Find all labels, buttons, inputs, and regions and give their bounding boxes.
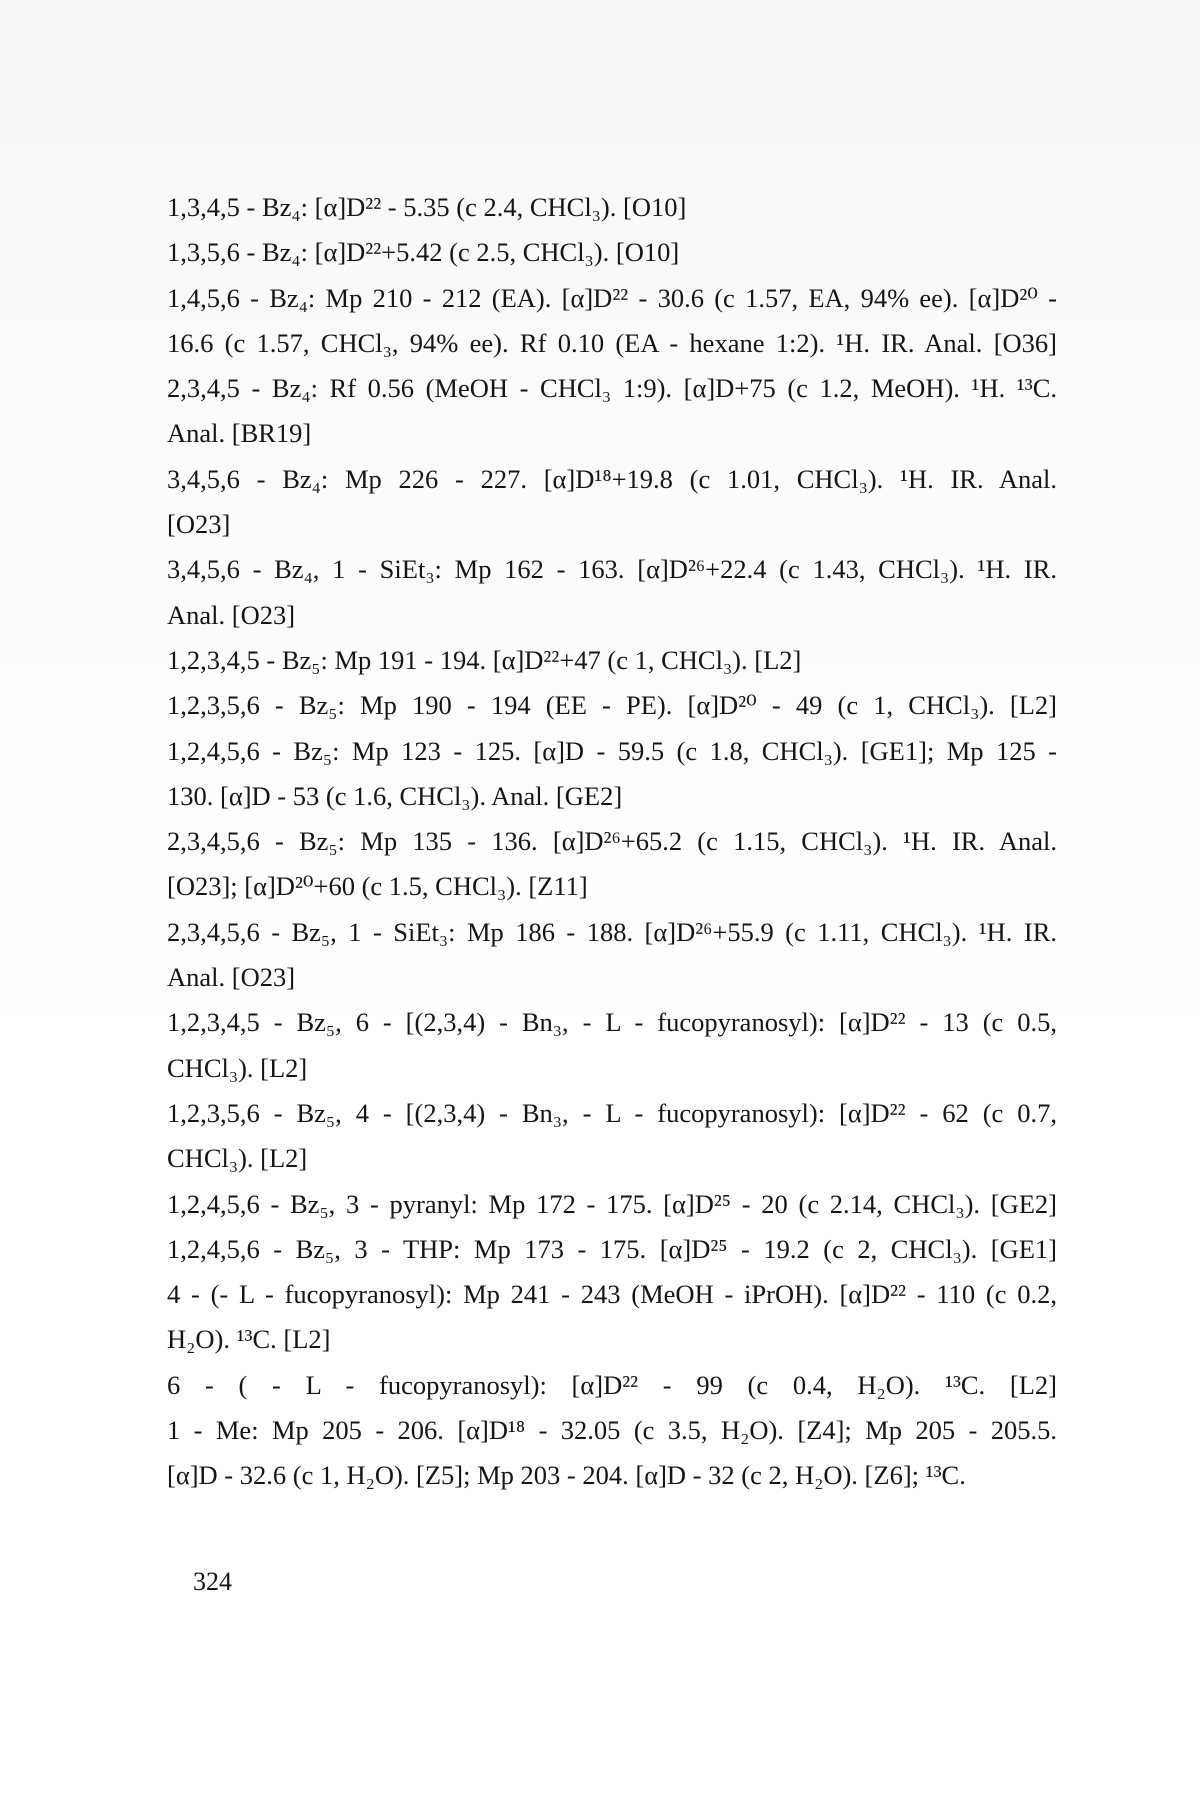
text-line: CHCl₃). [L2] xyxy=(167,1143,308,1174)
text-line: 1,3,4,5 - Bz₄: [α]D²² - 5.35 (c 2.4, CHCl₃). [O10] xyxy=(167,192,687,222)
text-line: 1,2,3,5,6 - Bz₅: Mp 190 - 194 (EE - PE). [α]D²⁰ - 49 (c 1, CHCl₃). [L2] xyxy=(167,690,1057,721)
text-line: 2,3,4,5 - Bz₄: Rf 0.56 (MeOH - CHCl₃ 1:9). [α]D+75 (c 1.2, MeOH). ¹H. ¹³C. xyxy=(167,373,1057,404)
text-line: CHCl₃). [L2] xyxy=(167,1052,308,1083)
text-line: [O23] xyxy=(167,509,231,540)
text-line: 1,2,3,4,5 - Bz₅, 6 - [(2,3,4) - Bn₃, - L - fucopyranosyl): [α]D²² - 13 (c 0.5, xyxy=(167,1007,1057,1038)
text-line: 1,2,4,5,6 - Bz₅: Mp 123 - 125. [α]D - 59.5 (c 1.8, CHCl₃). [GE1]; Mp 125 - xyxy=(167,735,1057,766)
text-line: [O23]; [α]D²⁰+60 (c 1.5, CHCl₃). [Z11] xyxy=(167,871,588,902)
text-line: 3,4,5,6 - Bz₄: Mp 226 - 227. [α]D¹⁸+19.8 (c 1.01, CHCl₃). ¹H. IR. Anal. xyxy=(167,463,1057,494)
text-line: 1,3,5,6 - Bz₄: [α]D²²+5.42 (c 2.5, CHCl₃). [O10] xyxy=(167,237,680,268)
text-line: H₂O). ¹³C. [L2] xyxy=(167,1324,331,1355)
text-line: 1 - Me: Mp 205 - 206. [α]D¹⁸ - 32.05 (c 3.5, H₂O). [Z4]; Mp 205 - 205.5. xyxy=(167,1415,1057,1446)
text-line: 1,2,4,5,6 - Bz₅, 3 - pyranyl: Mp 172 - 175. [α]D²⁵ - 20 (c 2.14, CHCl₃). [GE2] xyxy=(167,1188,1057,1219)
text-line: 3,4,5,6 - Bz₄, 1 - SiEt₃: Mp 162 - 163. [α]D²⁶+22.4 (c 1.43, CHCl₃). ¹H. IR. xyxy=(167,554,1057,585)
text-line: 4 - (- L - fucopyranosyl): Mp 241 - 243 (MeOH - iPrOH). [α]D²² - 110 (c 0.2, xyxy=(167,1279,1057,1310)
text-line: 1,4,5,6 - Bz₄: Mp 210 - 212 (EA). [α]D²² - 30.6 (c 1.57, EA, 94% ee). [α]D²⁰ - xyxy=(167,282,1057,313)
text-line: Anal. [BR19] xyxy=(167,418,312,449)
text-line: 2,3,4,5,6 - Bz₅, 1 - SiEt₃: Mp 186 - 188. [α]D²⁶+55.9 (c 1.11, CHCl₃). ¹H. IR. xyxy=(167,916,1057,947)
text-line: 6 - ( - L - fucopyranosyl): [α]D²² - 99 (c 0.4, H₂O). ¹³C. [L2] xyxy=(167,1369,1057,1400)
text-line: Anal. [O23] xyxy=(167,599,296,630)
text-line: 1,2,4,5,6 - Bz₅, 3 - THP: Mp 173 - 175. [α]D²⁵ - 19.2 (c 2, CHCl₃). [GE1] xyxy=(167,1233,1057,1264)
text-line: 1,2,3,4,5 - Bz₅: Mp 191 - 194. [α]D²²+47 (c 1, CHCl₃). [L2] xyxy=(167,644,802,675)
text-line: 130. [α]D - 53 (c 1.6, CHCl₃). Anal. [GE2] xyxy=(167,780,623,811)
text-line: [α]D - 32.6 (c 1, H₂O). [Z5]; Mp 203 - 204. [α]D - 32 (c 2, H₂O). [Z6]; ¹³C. xyxy=(167,1460,966,1491)
compound-data-list xyxy=(167,185,1057,1499)
text-line: 16.6 (c 1.57, CHCl₃, 94% ee). Rf 0.10 (EA - hexane 1:2). ¹H. IR. Anal. [O36] xyxy=(167,327,1057,358)
text-line: 1,2,3,5,6 - Bz₅, 4 - [(2,3,4) - Bn₃, - L - fucopyranosyl): [α]D²² - 62 (c 0.7, xyxy=(167,1097,1057,1128)
text-line: 2,3,4,5,6 - Bz₅: Mp 135 - 136. [α]D²⁶+65.2 (c 1.15, CHCl₃). ¹H. IR. Anal. xyxy=(167,826,1057,857)
page-number: 324 xyxy=(193,1567,232,1596)
text-line: Anal. [O23] xyxy=(167,962,296,993)
